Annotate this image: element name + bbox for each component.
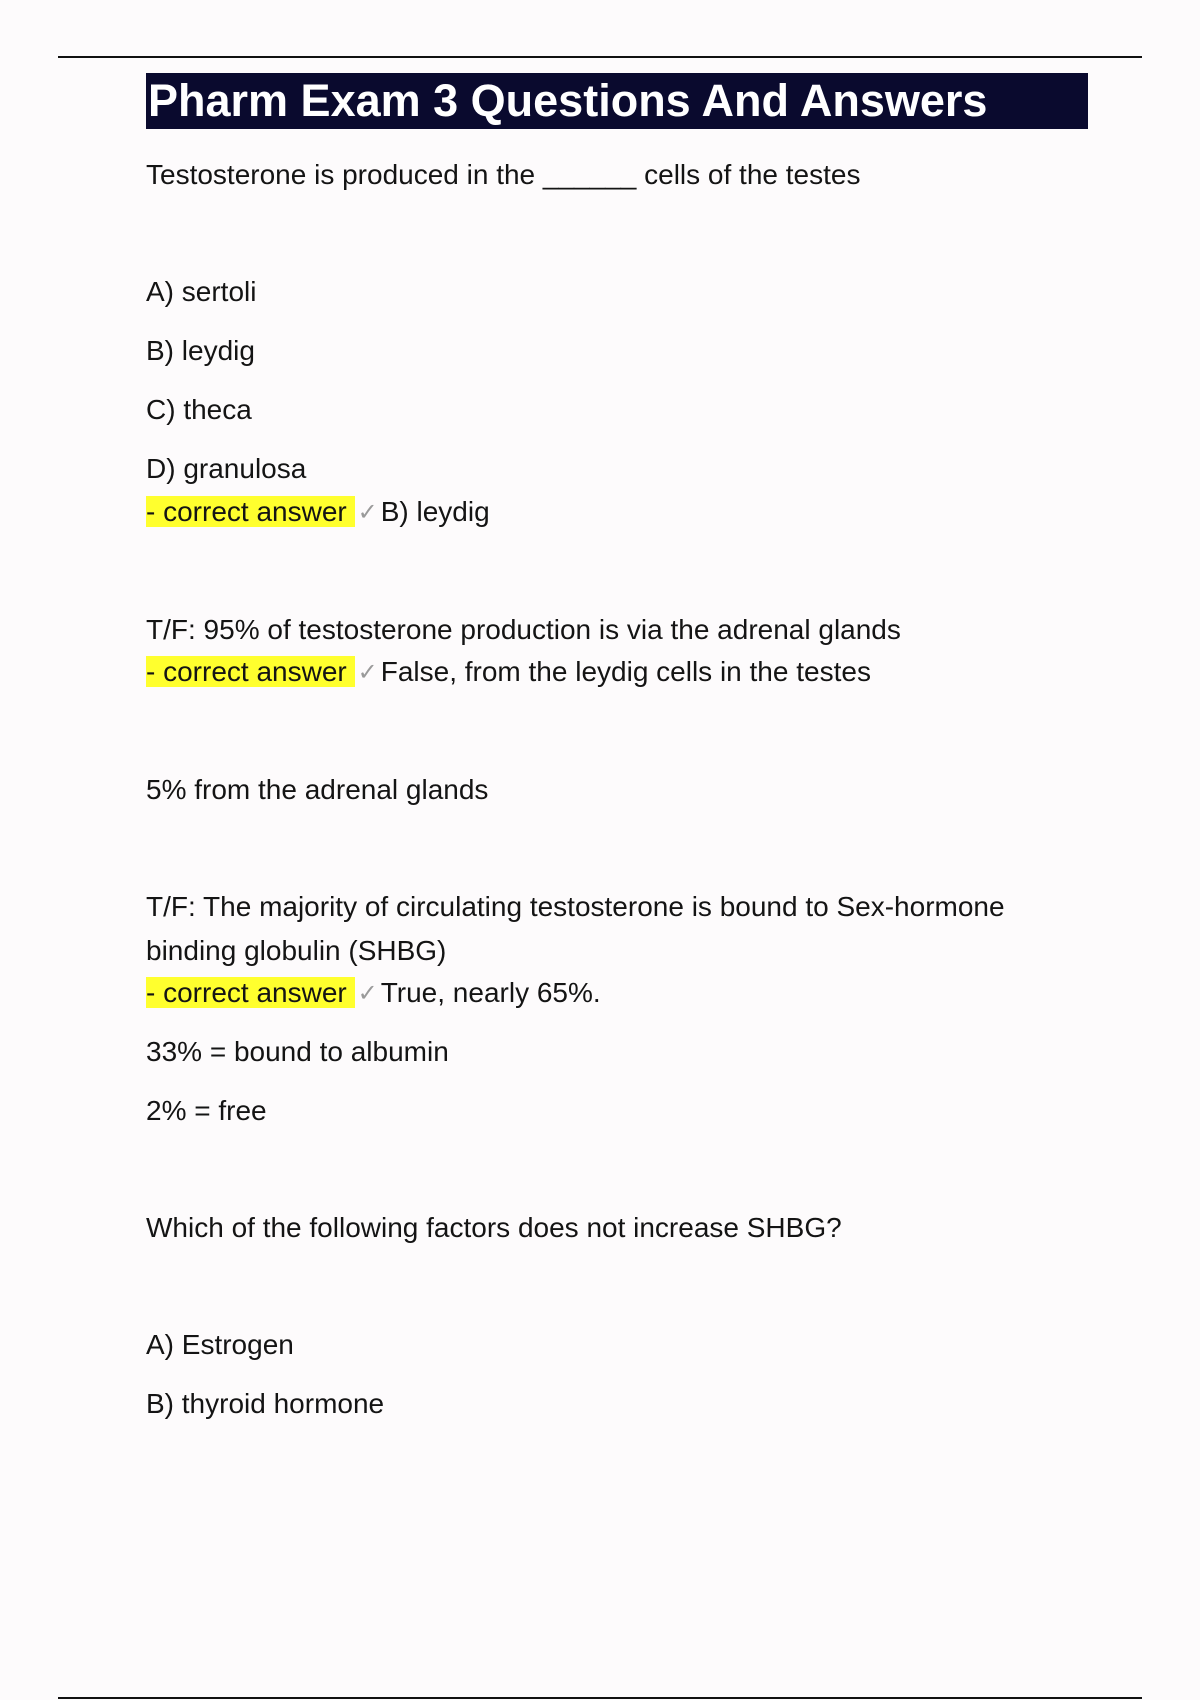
question-2-answer xyxy=(146,654,871,690)
top-rule xyxy=(58,56,1142,58)
correct-answer-label: - correct answer xyxy=(146,977,355,1008)
question-1-option-b: B) leydig xyxy=(146,335,255,366)
correct-answer-label: - correct answer xyxy=(146,656,355,687)
answer-text: B) leydig xyxy=(380,496,490,527)
question-3-text-line-1: T/F: The majority of circulating testosterone is bound to Sex-hormone xyxy=(146,891,1005,922)
check-circle-icon: ✓ xyxy=(357,498,378,526)
question-3-note-2: 2% = free xyxy=(146,1095,267,1126)
question-3-text-line-2: binding globulin (SHBG) xyxy=(146,935,447,966)
question-2-note: 5% from the adrenal glands xyxy=(146,774,489,805)
document-title: Pharm Exam 3 Questions And Answers xyxy=(146,73,1088,129)
question-4-option-b: B) thyroid hormone xyxy=(146,1388,385,1419)
question-4-option-a: A) Estrogen xyxy=(146,1329,294,1360)
correct-answer-label: - correct answer xyxy=(146,496,355,527)
question-1-option-a: A) sertoli xyxy=(146,276,257,307)
question-1-text: Testosterone is produced in the ______ cells of the testes xyxy=(146,159,861,190)
question-4-text: Which of the following factors does not increase SHBG? xyxy=(146,1212,842,1243)
question-1-option-c: C) theca xyxy=(146,394,252,425)
answer-text: True, nearly 65%. xyxy=(380,977,601,1008)
check-circle-icon: ✓ xyxy=(357,979,378,1007)
check-circle-icon: ✓ xyxy=(357,658,378,686)
question-1-option-d: D) granulosa xyxy=(146,453,307,484)
bottom-rule xyxy=(58,1697,1142,1699)
question-2-text: T/F: 95% of testosterone production is via the adrenal glands xyxy=(146,614,901,645)
answer-text: False, from the leydig cells in the testes xyxy=(380,656,871,687)
question-1-answer xyxy=(146,494,490,530)
question-3-answer xyxy=(146,975,601,1011)
question-3-note-1: 33% = bound to albumin xyxy=(146,1036,449,1067)
